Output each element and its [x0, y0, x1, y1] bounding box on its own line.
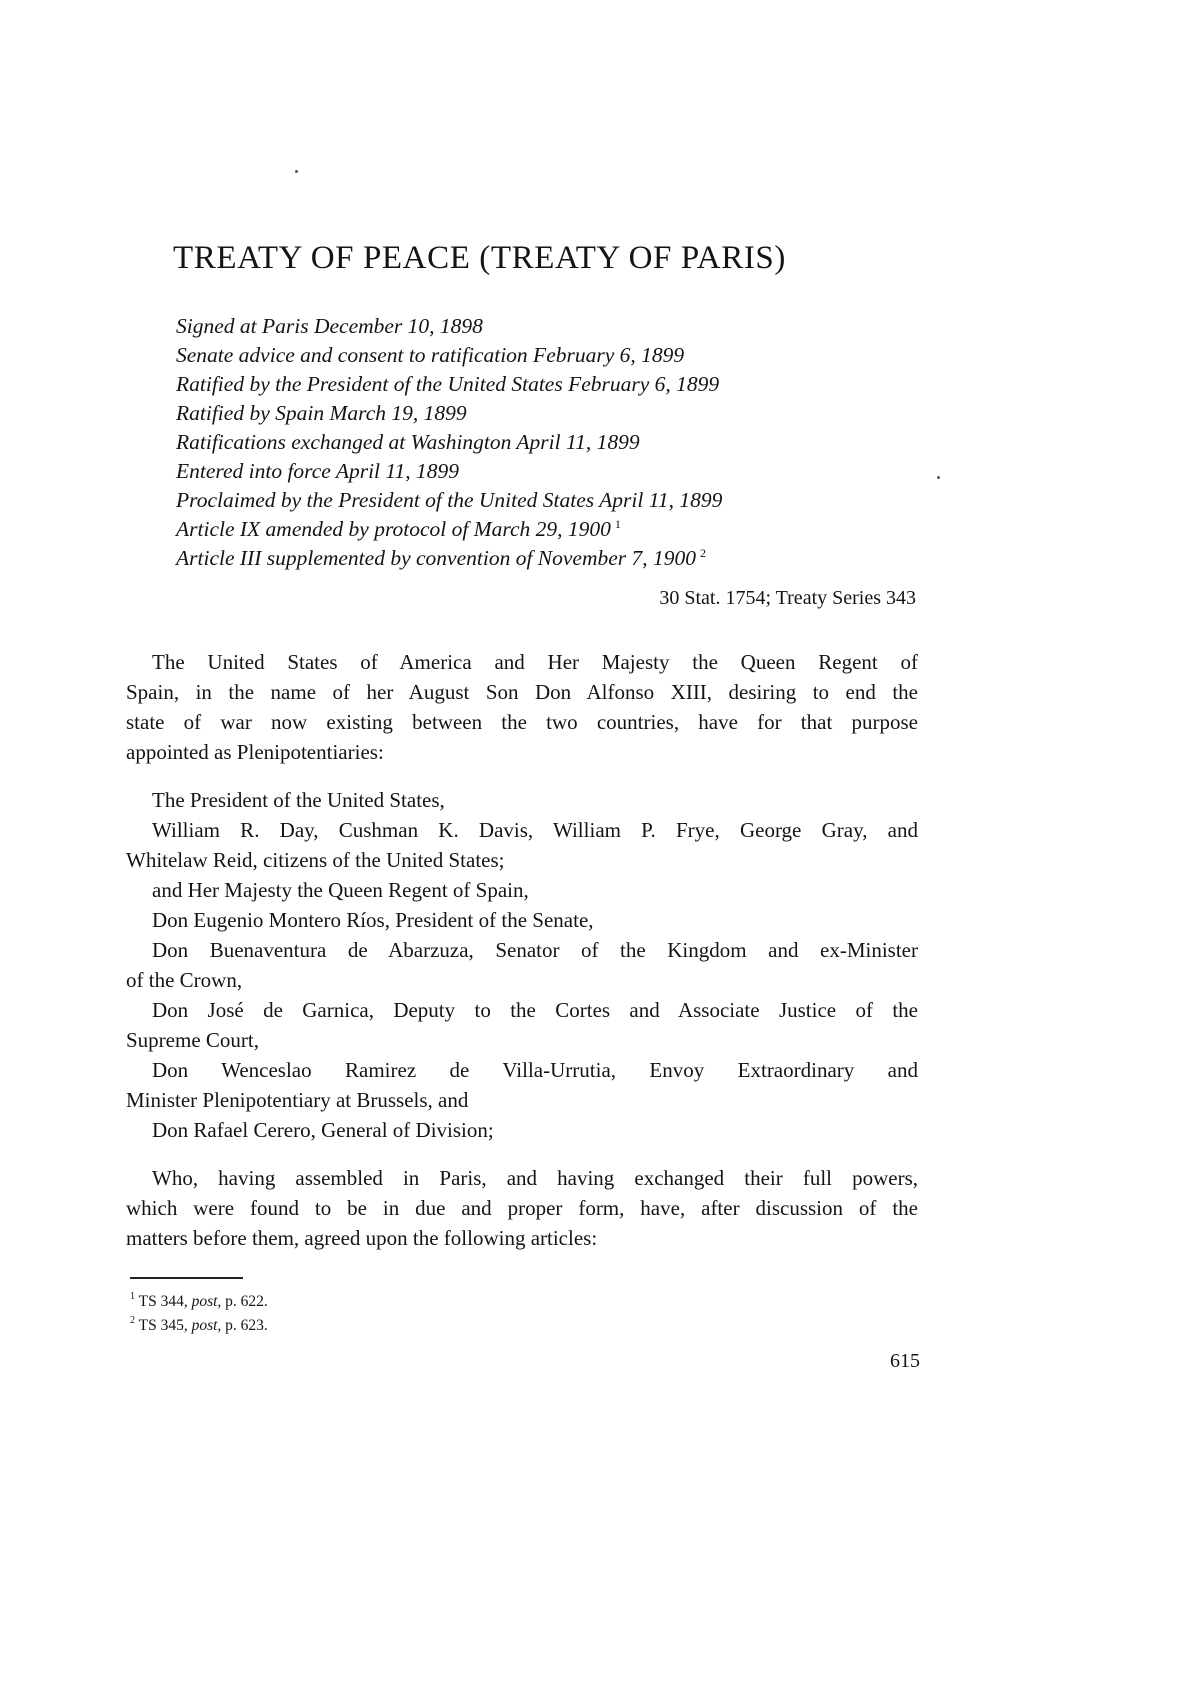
history-line-with-ref [176, 515, 936, 544]
page-number: 615 [890, 1350, 920, 1372]
footnote-ref: 2 [700, 546, 707, 560]
footnote-page: p. 623. [225, 1317, 268, 1334]
text-line: The President of the United States, [152, 788, 445, 812]
text-line: Whitelaw Reid, citizens of the United States; [126, 848, 505, 872]
closing-paragraph [126, 1163, 918, 1253]
footnote-ref-text: TS 345, [138, 1317, 188, 1334]
text-line: Don Eugenio Montero Ríos, President of the Senate, [152, 908, 594, 932]
footnote-ref-text: TS 344, [138, 1293, 188, 1310]
history-line: Proclaimed by the President of the United States April 11, 1899 [176, 488, 723, 512]
text-line: Don Rafael Cerero, General of Division; [152, 1118, 494, 1142]
text-line: matters before them, agreed upon the following articles: [126, 1226, 598, 1250]
us-plenipotentiaries [126, 785, 918, 875]
history-line: Entered into force April 11, 1899 [176, 459, 460, 483]
text-line: which were found to be in due and proper form, have, after discussion of the [126, 1196, 918, 1220]
text-line: William R. Day, Cushman K. Davis, William P. Frye, George Gray, and [152, 818, 918, 842]
footnote-emphasis: post, [191, 1317, 222, 1334]
history-line: Ratified by Spain March 19, 1899 [176, 401, 467, 425]
history-line: Ratified by the President of the United States February 6, 1899 [176, 372, 720, 396]
footnote [130, 1314, 530, 1338]
footnotes [130, 1290, 530, 1338]
text-line: Don Wenceslao Ramirez de Villa-Urrutia, Envoy Extraordinary and [152, 1058, 918, 1082]
text-line: Minister Plenipotentiary at Brussels, and [126, 1088, 469, 1112]
history-line: Senate advice and consent to ratification February 6, 1899 [176, 343, 685, 367]
text-line: The United States of America and Her Majesty the Queen Regent of [152, 650, 918, 674]
history-line-text: Article III supplemented by convention of November 7, 1900 [176, 546, 697, 570]
footnote-mark: 2 [130, 1315, 135, 1326]
scan-speck [295, 170, 298, 173]
text-line: state of war now existing between the two countries, have for that purpose [126, 710, 918, 734]
footnote-ref: 1 [614, 517, 621, 531]
text-line: Spain, in the name of her August Son Don Alfonso XIII, desiring to end the [126, 680, 918, 704]
text-line: and Her Majesty the Queen Regent of Spain, [152, 878, 529, 902]
statute-citation: 30 Stat. 1754; Treaty Series 343 [659, 587, 916, 609]
preamble-paragraph [126, 647, 918, 767]
text-line: Supreme Court, [126, 1028, 259, 1052]
footnote-mark: 1 [130, 1291, 135, 1302]
text-line: Who, having assembled in Paris, and having exchanged their full powers, [152, 1166, 918, 1190]
footnote-emphasis: post, [191, 1293, 222, 1310]
footnote [130, 1290, 530, 1314]
scan-speck [937, 476, 940, 479]
text-line: of the Crown, [126, 968, 243, 992]
spain-plenipotentiaries [126, 875, 918, 1145]
footnote-page: p. 622. [225, 1293, 268, 1310]
history-line-text: Article IX amended by protocol of March 29, 1900 [176, 517, 611, 541]
footnote-divider [130, 1277, 243, 1279]
text-line: appointed as Plenipotentiaries: [126, 740, 384, 764]
history-line-with-ref [176, 544, 936, 573]
treaty-history-list [176, 312, 936, 573]
text-line: Don Buenaventura de Abarzuza, Senator of the Kingdom and ex-Minister [152, 938, 918, 962]
history-line: Ratifications exchanged at Washington April 11, 1899 [176, 430, 640, 454]
history-line: Signed at Paris December 10, 1898 [176, 314, 483, 338]
text-line: Don José de Garnica, Deputy to the Cortes and Associate Justice of the [152, 998, 918, 1022]
treaty-title: TREATY OF PEACE (TREATY OF PARIS) [173, 240, 786, 276]
